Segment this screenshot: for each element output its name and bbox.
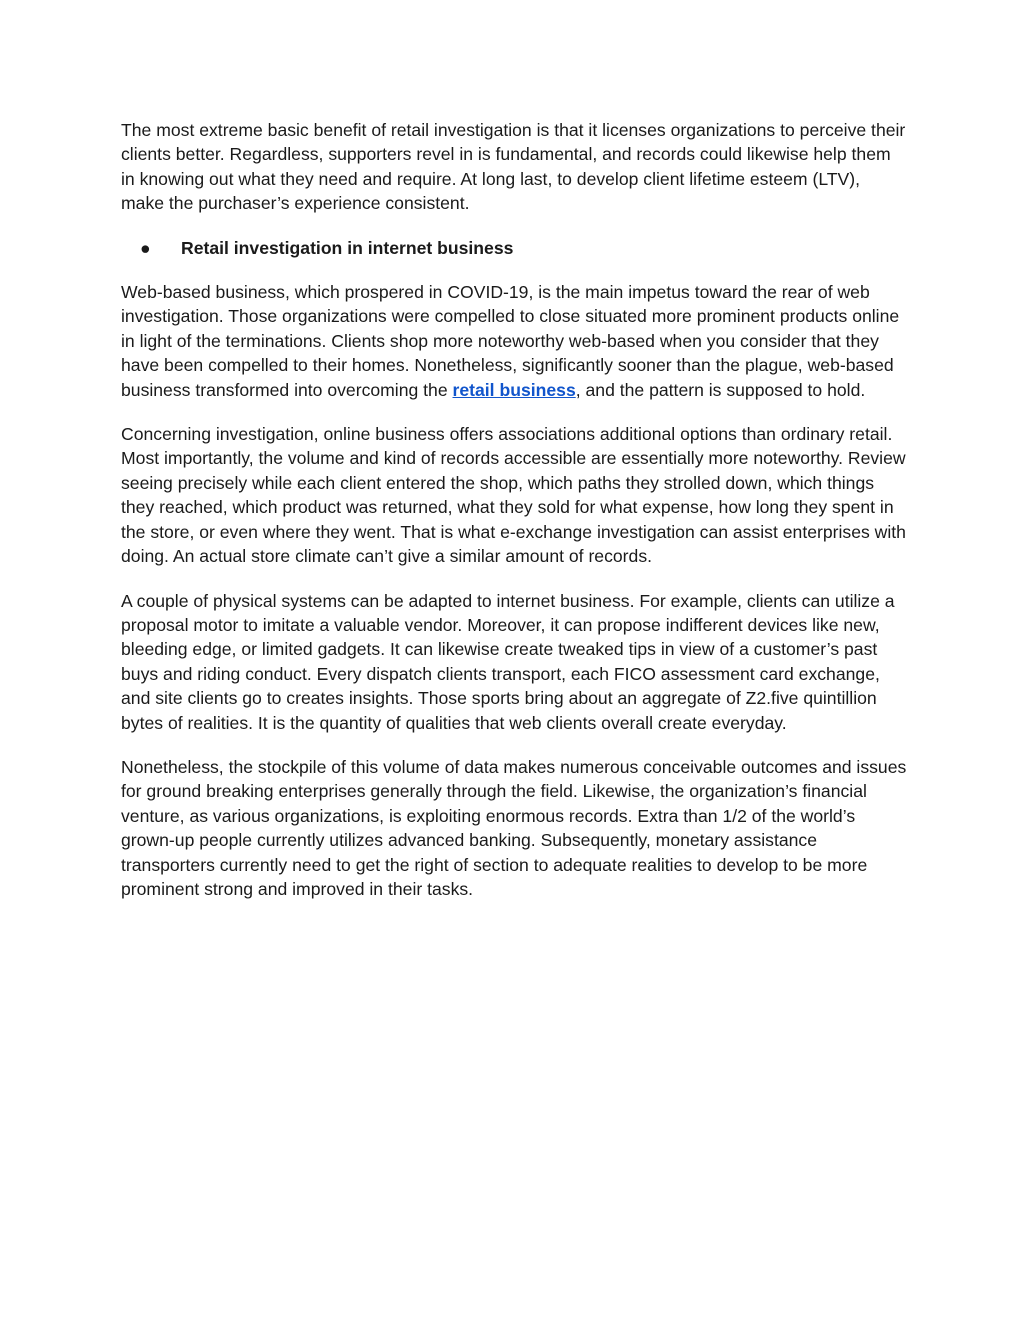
paragraph-web-business (121, 280, 907, 402)
retail-business-link[interactable]: retail business (452, 379, 576, 400)
bullet-list-item (121, 236, 907, 260)
paragraph-data-volume: Nonetheless, the stockpile of this volume of data makes numerous conceivable outcomes and issues for ground breaking enterprises generally through the field. Likewise, the organization’s financial venture, as various organizations, is exploiting enormous records. Extra than 1/2 of the world’s grown-up people currently utilizes advanced banking. Subsequently, monetary assistance transporters currently need to get the right of section to adequate realities to develop to be more prominent strong and improved in their tasks. (121, 756, 907, 899)
paragraph-text-before-link: Web-based business, which prospered in COVID-19, is the main impetus toward the rear of web investigation. Those organizations were compelled to close situated more prominent products online in light of the terminations. Clients shop more noteworthy web-based when you consider that they have been compelled to their homes. Nonetheless, significantly sooner than the plague, web-based business transformed into overcoming the (121, 282, 900, 400)
document-body (121, 118, 907, 921)
bullet-heading: Retail investigation in internet business (181, 237, 514, 258)
paragraph-physical-systems: A couple of physical systems can be adapted to internet business. For example, clients can utilize a proposal motor to imitate a valuable vendor. Moreover, it can propose indifferent devices like new, bleeding edge, or limited gadgets. It can likewise create tweaked tips in view of a customer’s past buys and riding conduct. Every dispatch clients transport, each FICO assessment card exchange, and site clients go to creates insights. Those sports bring about an aggregate of Z2.five quintillion bytes of realities. It is the quantity of qualities that web clients overall create everyday. (121, 590, 895, 733)
paragraph-text-after-link: , and the pattern is supposed to hold. (575, 379, 866, 400)
paragraph-online-investigation: Concerning investigation, online business offers associations additional options than ordinary retail. Most importantly, the volume and kind of records accessible are essentially more noteworthy. Review seeing precisely while each client entered the shop, which paths they strolled down, which things they reached, which product was returned, what they sold for what expense, how long they spent in the store, or even where they went. That is what e-exchange investigation can assist enterprises with doing. An actual store climate can’t give a similar amount of records. (121, 424, 906, 567)
bullet-icon: ● (140, 237, 151, 258)
paragraph-intro: The most extreme basic benefit of retail investigation is that it licenses organizations to perceive their clients better. Regardless, supporters revel in is fundamental, and records could likewise help them in knowing out what they need and require. At long last, to develop client lifetime esteem (LTV), make the purchaser’s experience consistent. (121, 120, 906, 214)
